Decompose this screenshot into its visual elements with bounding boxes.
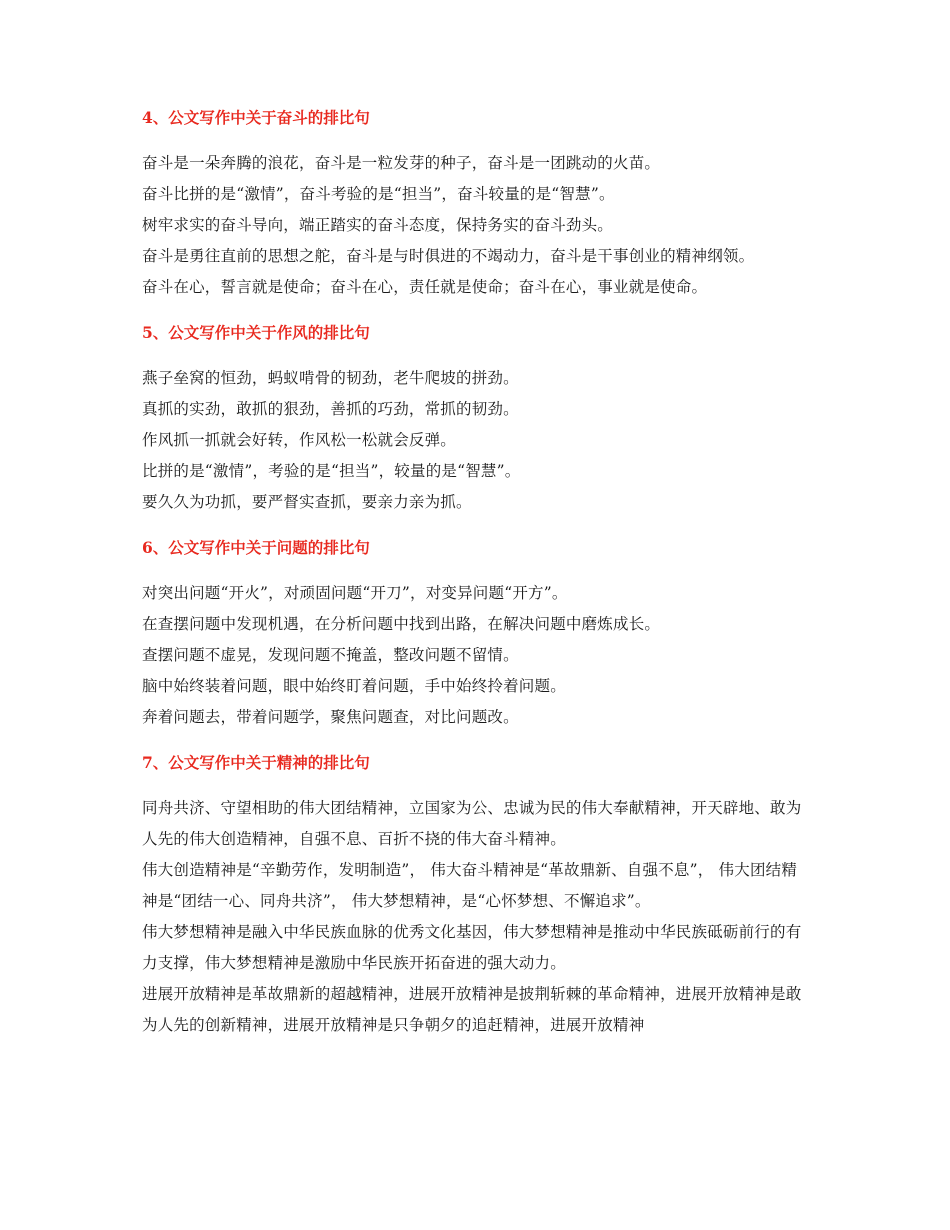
paragraph: 伟大梦想精神是融入中华民族血脉的优秀文化基因，伟大梦想精神是推动中华民族砥砺前行的有力支撑，伟大梦想精神是激励中华民族开拓奋进的强大动力。 [142,923,802,972]
section-heading: 5、公文写作中关于作风的排比句 [142,323,370,342]
paragraph: 真抓的实劲，敢抓的狠劲，善抓的巧劲，常抓的韧劲。 [142,400,519,418]
section-struggle [142,103,806,303]
paragraph: 进展开放精神是革故鼎新的超越精神，进展开放精神是披荆斩棘的革命精神，进展开放精神是敢为人先的创新精神，进展开放精神是只争朝夕的追赶精神，进展开放精神 [142,985,802,1034]
paragraph: 伟大创造精神是“辛勤劳作，发明制造”， 伟大奋斗精神是“革故鼎新、自强不息”， 伟大团结精神是“团结一心、同舟共济”， 伟大梦想精神，是“心怀梦想、不懈追求”。 [142,861,798,910]
paragraph: 树牢求实的奋斗导向，端正踏实的奋斗态度，保持务实的奋斗劲头。 [142,216,614,234]
paragraph: 奋斗是一朵奔腾的浪花，奋斗是一粒发芽的种子，奋斗是一团跳动的火苗。 [142,154,661,172]
paragraph: 要久久为功抓，要严督实查抓，要亲力亲为抓。 [142,493,472,511]
document-page [142,103,806,1041]
paragraph: 脑中始终装着问题，眼中始终盯着问题，手中始终拎着问题。 [142,677,566,695]
paragraph: 奋斗在心，誓言就是使命；奋斗在心，责任就是使命；奋斗在心，事业就是使命。 [142,278,708,296]
section-heading: 6、公文写作中关于问题的排比句 [142,538,370,557]
section-spirit [142,748,806,1041]
section-work-style [142,318,806,518]
section-heading: 7、公文写作中关于精神的排比句 [142,753,370,772]
section-heading: 4、公文写作中关于奋斗的排比句 [142,108,370,127]
paragraph: 奔着问题去，带着问题学，聚焦问题查，对比问题改。 [142,708,519,726]
paragraph: 同舟共济、守望相助的伟大团结精神，立国家为公、忠诚为民的伟大奉献精神，开天辟地、敢为人先的伟大创造精神，自强不息、百折不挠的伟大奋斗精神。 [142,799,802,848]
paragraph: 比拼的是“激情”，考验的是“担当”，较量的是“智慧”。 [142,462,521,480]
paragraph: 对突出问题“开火”，对顽固问题“开刀”，对变异问题“开方”。 [142,584,568,602]
section-problems [142,533,806,733]
paragraph: 奋斗是勇往直前的思想之舵，奋斗是与时俱进的不竭动力，奋斗是干事创业的精神纲领。 [142,247,755,265]
paragraph: 在查摆问题中发现机遇，在分析问题中找到出路，在解决问题中磨炼成长。 [142,615,661,633]
paragraph: 奋斗比拼的是“激情”，奋斗考验的是“担当”，奋斗较量的是“智慧”。 [142,185,615,203]
paragraph: 查摆问题不虚晃，发现问题不掩盖，整改问题不留情。 [142,646,519,664]
paragraph: 燕子垒窝的恒劲，蚂蚁啃骨的韧劲，老牛爬坡的拼劲。 [142,369,519,387]
paragraph: 作风抓一抓就会好转，作风松一松就会反弹。 [142,431,457,449]
